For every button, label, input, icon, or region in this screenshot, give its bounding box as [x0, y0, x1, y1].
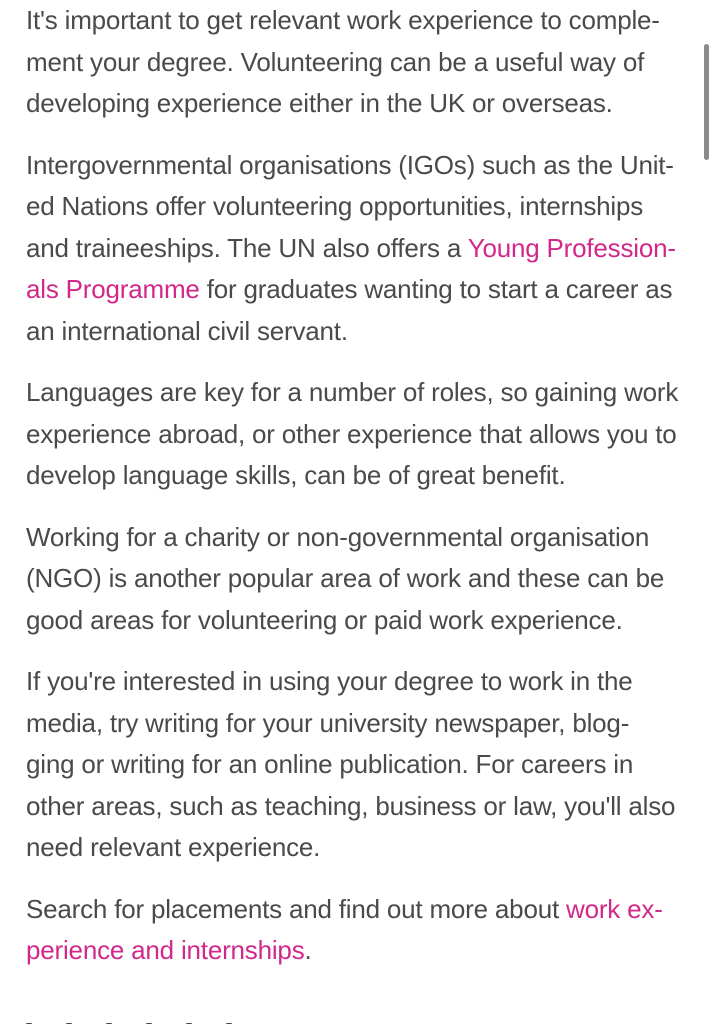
paragraph-media: If you're interested in using your degree to work in the media, try writing for your university newspaper, blog- ging or writing for an online publication. For careers in other areas, such as teaching, business or law, you'll also need relevant experience.: [26, 666, 676, 862]
paragraph-igos: [26, 145, 698, 353]
paragraph-igos-text: Intergovernmental organisations (IGOs) such as the Unit- ed Nations offer volunteering opportunities, internships and traineeships. The UN also offers a: [26, 149, 674, 263]
paragraph-languages: Languages are key for a number of roles, so gaining work experience abroad, or other experience that allows you to develop language skills, can be of great benefit.: [26, 377, 679, 490]
scrollbar-thumb[interactable]: [704, 44, 709, 160]
paragraph-search-placements: [26, 889, 698, 972]
paragraph-work-experience: It's important to get relevant work experience to comple- ment your degree. Volunteering can be a useful way of developing experience either in the UK or overseas.: [26, 5, 660, 118]
paragraph-search-text: Search for placements and find out more about: [26, 893, 567, 924]
paragraph-igos-text-end: for graduates wanting to start a career as an international civil servant.: [26, 274, 673, 346]
work-experience-internships-link[interactable]: work ex- perience and internships: [26, 893, 663, 965]
young-professionals-programme-link[interactable]: Young Profession- als Programme: [26, 232, 676, 304]
article-body: [26, 0, 698, 992]
cut-off-next-heading: [26, 1016, 326, 1024]
paragraph-ngo: Working for a charity or non-governmental organisation (NGO) is another popular area of work and these can be good areas for volunteering or paid work experience.: [26, 521, 665, 635]
paragraph-search-period: .: [304, 935, 312, 965]
